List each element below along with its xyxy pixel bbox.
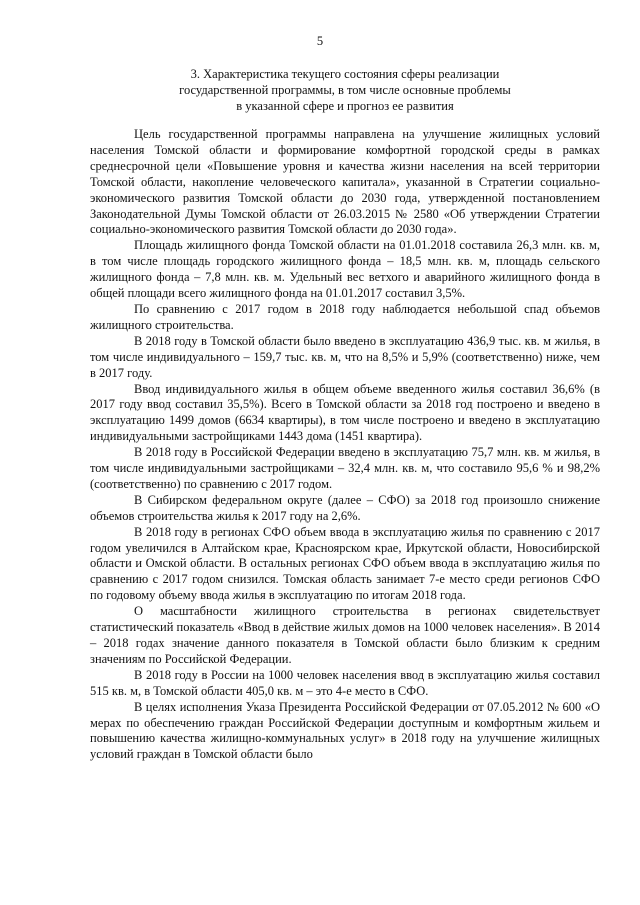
- page-number: 5: [316, 34, 324, 48]
- paragraph-sfo-regions: В 2018 году в регионах СФО объем ввода в эксплуатацию жилья по сравнению с 2017 годом увеличился в Алтайском крае, Красноярском крае, Иркутской области, Новосибирской области и Омской области. В остальных регионах СФО объем ввода в эксплуатацию жилья по сравнению с 2017 годом снизился. Томская область занимает 7-е место среди регионов СФО по годовому объему ввода жилья в эксплуатацию по итогам 2018 года.: [90, 524, 600, 603]
- paragraph-indicator: О масштабности жилищного строительства в регионах свидетельствует статистический показатель «Ввод в действие жилых домов на 1000 человек населения». В 2014 – 2018 годах значение данного показателя в Томской области было близким к средним значениям по Российской Федерации.: [90, 604, 600, 666]
- paragraph-housing-area: Площадь жилищного фонда Томской области на 01.01.2018 составила 26,3 млн. кв. м, в том числе площадь городского жилищного фонда – 18,5 млн. кв. м, площадь сельского жилищного фонда – 7,8 млн. кв. м. Удельный вес ветхого и аварийного жилищного фонда в общей площади всего жилищного фонда на 01.01.2017 составил 3,5%.: [90, 238, 600, 301]
- paragraph-construction-decline: По сравнению с 2017 годом в 2018 году наблюдается небольшой спад объемов жилищного строительства.: [90, 301, 600, 332]
- section-title-line: в указанной сфере и прогноз ее развития: [236, 99, 454, 113]
- paragraph-decree: В целях исполнения Указа Президента Российской Федерации от 07.05.2012 № 600 «О мерах по обеспечению граждан Российской Федерации доступным и комфортным жильем и повышению качества жилищно-коммунальных услуг» в 2018 году на улучшение жилищных условий граждан в Томской области было: [90, 699, 600, 762]
- paragraph-per-1000: В 2018 году в России на 1000 человек населения ввод в эксплуатацию жилья составил 515 кв. м, в Томской области 405,0 кв. м – это 4-е место в СФО.: [90, 667, 600, 698]
- section-title-line: 3. Характеристика текущего состояния сферы реализации: [190, 67, 500, 81]
- paragraph-goal: Цель государственной программы направлена на улучшение жилищных условий населения Томской области и формирование комфортной городской среды в рамках среднесрочной цели «Повышение уровня и качества жизни населения на всей территории Томской области, накопление человеческого капитала», указанной в Стратегии социально-экономического развития Томской области до 2030 года, утвержденной постановлением Законодательной Думы Томской области от 26.03.2015 № 2580 «Об утверждении Стратегии социально-экономического развития Томской области до 2030 года».: [90, 127, 600, 237]
- paragraph-russia-2018: В 2018 году в Российской Федерации введено в эксплуатацию 75,7 млн. кв. м жилья, в том числе индивидуальными застройщиками – 32,4 млн. кв. м, что составило 95,6 % и 98,2% (соответственно) по сравнению с 2017 годом.: [90, 445, 600, 491]
- paragraph-sfo-decline: В Сибирском федеральном округе (далее – СФО) за 2018 год произошло снижение объемов строительства жилья к 2017 году на 2,6%.: [90, 492, 600, 523]
- body-text: [90, 127, 600, 763]
- paragraph-individual-housing: Ввод индивидуального жилья в общем объеме введенного жилья составил 36,6% (в 2017 году ввод составил 35,5%). Всего в Томской области за 2018 год построено и введено в эксплуатацию 1499 домов (6634 квартиры), в том числе построено и введено в эксплуатацию индивидуальными застройщиками 1443 дома (1451 квартира).: [90, 381, 600, 444]
- paragraph-tomsk-2018: В 2018 году в Томской области было введено в эксплуатацию 436,9 тыс. кв. м жилья, в том числе индивидуального – 159,7 тыс. кв. м, что на 8,5% и 5,9% (соответственно) ниже, чем в 2017 году.: [90, 333, 600, 380]
- section-title: [90, 66, 600, 114]
- section-title-line: государственной программы, в том числе основные проблемы: [179, 83, 511, 97]
